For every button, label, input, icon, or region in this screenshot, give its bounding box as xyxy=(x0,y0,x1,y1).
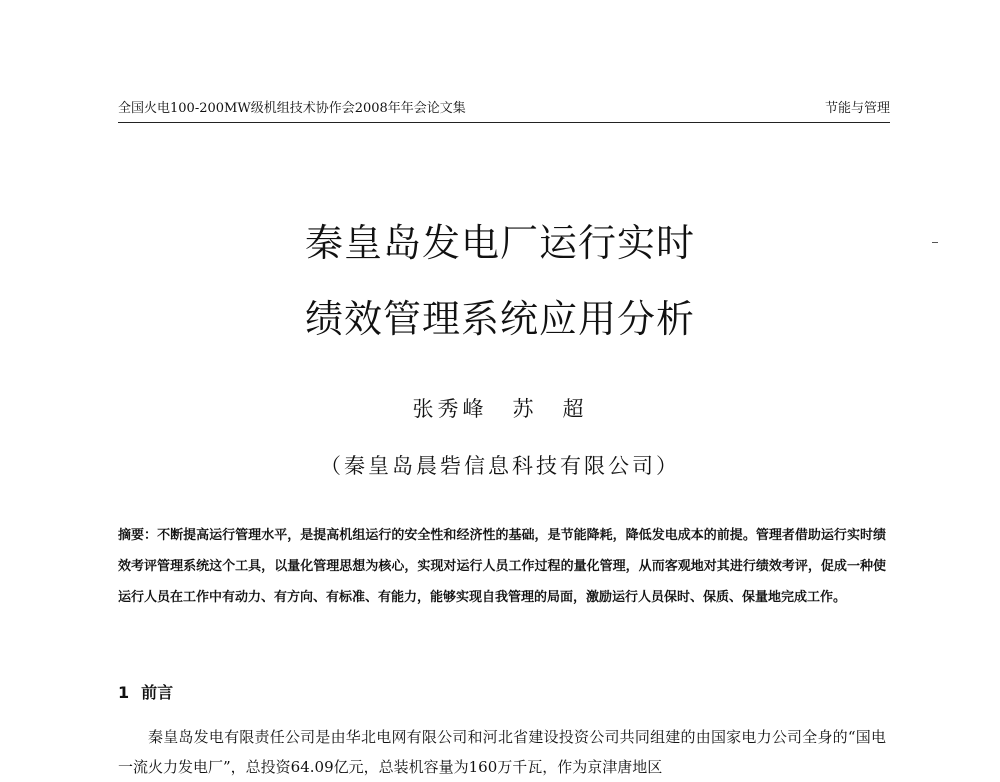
abstract-label: 摘要： xyxy=(118,528,158,543)
abstract xyxy=(118,520,886,613)
paper-title xyxy=(0,205,1000,357)
section-title: 前言 xyxy=(141,683,174,702)
abstract-text: 不断提高运行管理水平，是提高机组运行的安全性和经济性的基础，是节能降耗，降低发电成本的前提。管理者借助运行实时绩效考评管理系统这个工具，以量化管理思想为核心，实现对运行人员工作过程的量化管理，从而客观地对其进行绩效考评，促成一种使运行人员在工作中有动力、有方向、有标准、有能力，能够实现自我管理的局面，激励运行人员保时、保质、保量地完成工作。 xyxy=(118,528,886,605)
authors: 张秀峰 苏 超 xyxy=(412,397,588,421)
body-paragraph: 秦皇岛发电有限责任公司是由华北电网有限公司和河北省建设投资公司共同组建的由国家电力公司全身的“国电一流火力发电厂”，总投资64.09亿元，总装机容量为160万千瓦，作为京津唐地区 xyxy=(118,728,886,776)
running-header xyxy=(118,100,890,123)
affiliation: （秦皇岛晨砦信息科技有限公司） xyxy=(320,454,680,478)
section-number: 1 xyxy=(118,683,130,702)
section-heading xyxy=(118,680,173,703)
header-section-name: 节能与管理 xyxy=(824,101,890,116)
paper-title-line-2: 绩效管理系统应用分析 xyxy=(304,297,695,341)
header-proceedings-title: 全国火电100-200MW级机组技术协作会2008年年会论文集 xyxy=(118,101,466,116)
paper-title-line-1: 秦皇岛发电厂运行实时 xyxy=(304,221,695,265)
